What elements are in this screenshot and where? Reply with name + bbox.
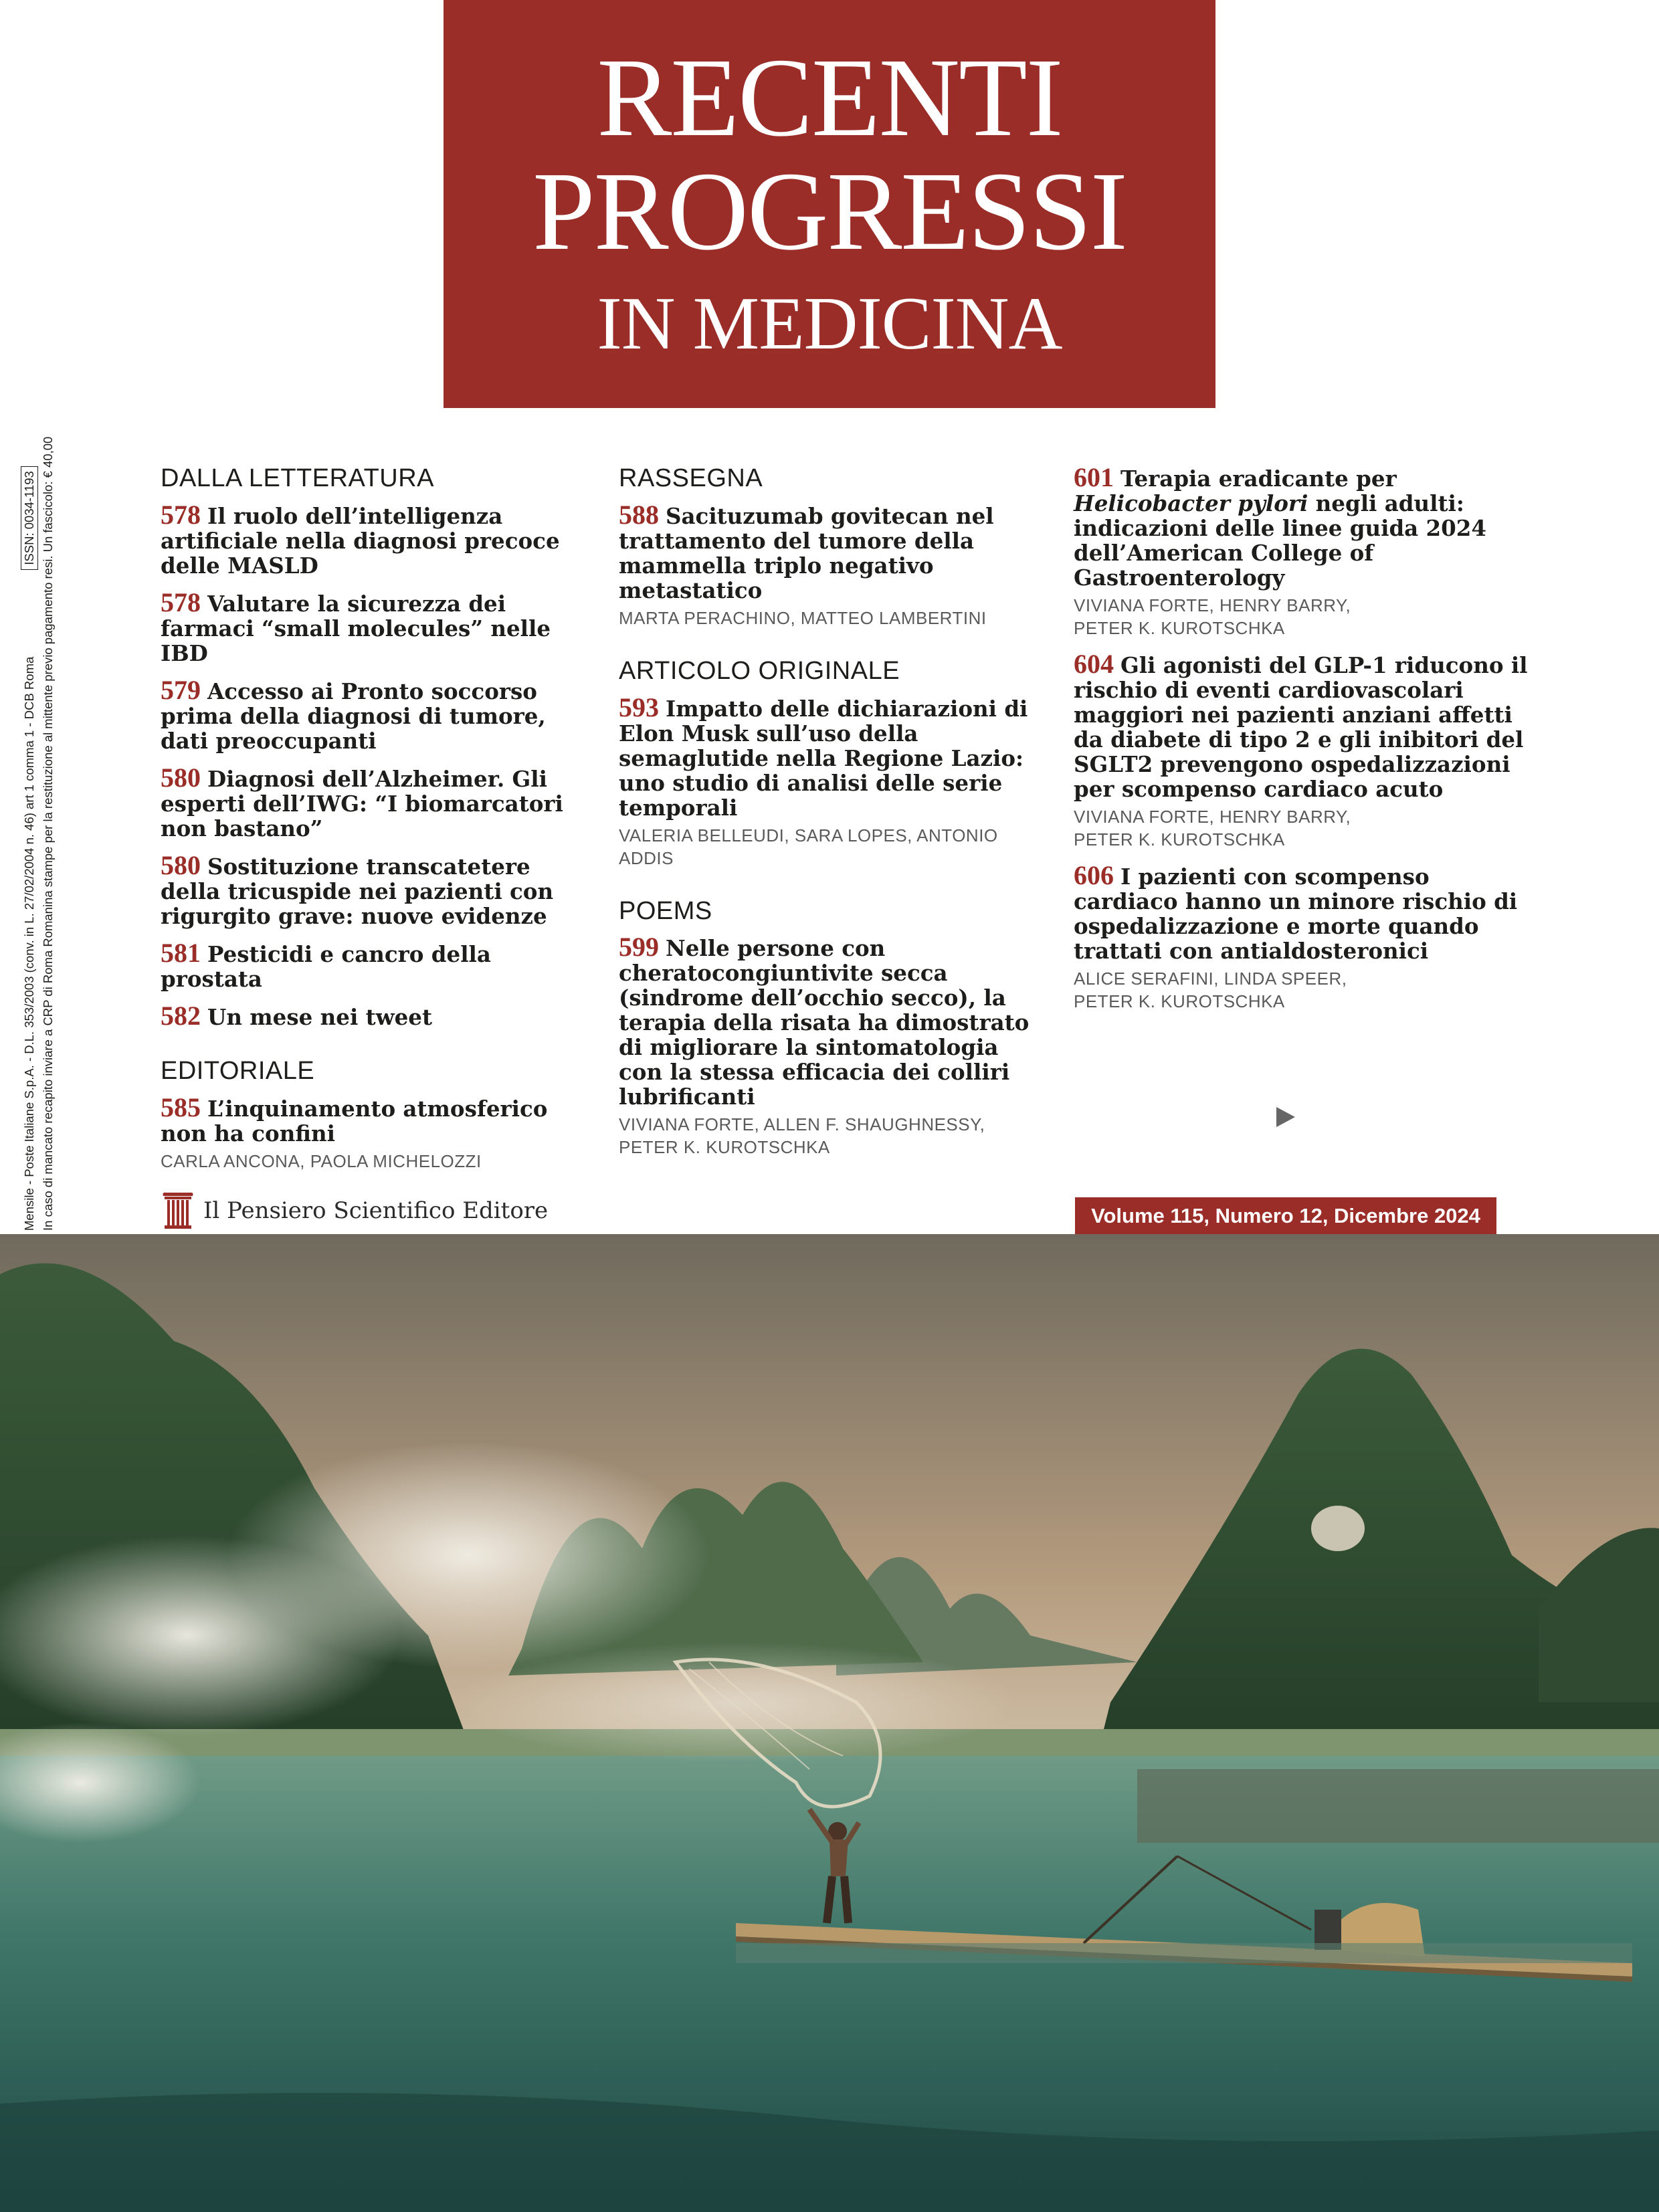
article-title-italic: Helicobacter pylori — [1074, 490, 1308, 516]
article-authors: VIVIANA FORTE, ALLEN F. SHAUGHNESSY, — [619, 1114, 985, 1135]
article-title: Sacituzumab govitecan nel trattamento del tumore della mammella triplo negativo metastatico — [619, 502, 994, 603]
page-number: 585 — [161, 1092, 201, 1122]
article-authors: VIVIANA FORTE, HENRY BARRY, — [1074, 807, 1351, 827]
publisher — [161, 1187, 548, 1234]
article-title: Nelle persone con cheratocongiuntivite secca (sindrome dell’occhio secco), la terapia della risata ha dimostrato di migliorare la sintomatologia con la stessa efficacia dei colliri lubrificanti — [619, 935, 1030, 1110]
article-title-part: negli adulti: indicazioni delle linee guida 2024 dell’American College of Gastroenterology — [1074, 490, 1486, 591]
toc-item[interactable] — [161, 674, 589, 754]
postal-sidebar-text — [20, 408, 60, 1231]
issn-box: ISSN: 0034-1193 — [21, 466, 38, 570]
postal-line-2: In caso di mancato recapito inviare a CRP di Roma Romanina stampe per la restituzione al mittente previo pagamento resi. Un fascicolo: € 40,00 — [41, 436, 55, 1231]
toc-item[interactable] — [161, 849, 589, 929]
article-authors: VIVIANA FORTE, HENRY BARRY, — [1074, 595, 1351, 615]
postal-line-1: Mensile - Poste Italiane S.p.A. - D.L. 353/2003 (conv. in L. 27/02/2004 n. 46) art 1 comma 1 - DCB Roma — [22, 656, 36, 1231]
toc-column-1 — [161, 465, 589, 1185]
toc-item[interactable] — [619, 934, 1047, 1159]
article-title: Gli agonisti del GLP-1 riducono il rischio di eventi cardiovascolari maggiori nei pazienti anziani affetti da diabete di tipo 2 e gli inibitori del SGLT2 prevengono ospedalizzazioni per scompenso cardiaco acuto — [1074, 652, 1528, 802]
toc-item[interactable] — [161, 499, 589, 579]
article-title: Accesso ai Pronto soccorso prima della diagnosi di tumore, dati preoccupanti — [161, 678, 546, 754]
page-number: 606 — [1074, 860, 1114, 890]
section-rassegna: RASSEGNA — [619, 464, 763, 492]
toc-item[interactable] — [161, 1000, 589, 1031]
article-title: I pazienti con scompenso cardiaco hanno un minore rischio di ospedalizzazione e morte quando trattati con antialdosteronici — [1074, 864, 1518, 964]
masthead-title-progressi: PROGRESSI — [532, 149, 1127, 274]
postal-sidebar — [20, 408, 60, 1231]
toc-item[interactable] — [161, 1092, 589, 1173]
masthead — [444, 0, 1215, 408]
toc-item[interactable] — [161, 587, 589, 666]
article-authors: CARLA ANCONA, PAOLA MICHELOZZI — [161, 1150, 482, 1171]
toc-item[interactable] — [161, 762, 589, 841]
toc-item[interactable] — [619, 499, 1047, 629]
article-authors: PETER K. KUROTSCHKA — [1074, 991, 1285, 1011]
masthead-title-recenti: RECENTI — [597, 35, 1062, 160]
page-number: 578 — [161, 587, 201, 617]
article-authors: VALERIA BELLEUDI, SARA LOPES, ANTONIO ADDIS — [619, 825, 998, 868]
page-number: 579 — [161, 674, 201, 705]
section-poems: POEMS — [619, 896, 712, 925]
masthead-title-in-medicina: IN MEDICINA — [597, 282, 1062, 365]
toc-item[interactable] — [1074, 860, 1529, 1013]
article-title: Un mese nei tweet — [207, 1003, 432, 1030]
section-articolo-originale: ARTICOLO ORIGINALE — [619, 656, 900, 685]
toc-item[interactable] — [161, 937, 589, 992]
section-editoriale: EDITORIALE — [161, 1056, 315, 1085]
page-number: 580 — [161, 849, 201, 880]
article-title: Diagnosi dell’Alzheimer. Gli esperti dell’IWG: “I biomarcatori non bastano” — [161, 765, 563, 841]
page-number: 599 — [619, 932, 659, 963]
article-authors: MARTA PERACHINO, MATTEO LAMBERTINI — [619, 607, 987, 628]
toc-item[interactable] — [619, 692, 1047, 870]
page-number: 593 — [619, 692, 659, 722]
article-title: Il ruolo dell’intelligenza artificiale nella diagnosi precoce delle MASLD — [161, 502, 560, 579]
article-authors: PETER K. KUROTSCHKA — [1074, 829, 1285, 849]
toc-item[interactable] — [1074, 462, 1529, 639]
article-authors: PETER K. KUROTSCHKA — [1074, 618, 1285, 638]
page-number: 588 — [619, 499, 659, 530]
page-number: 604 — [1074, 649, 1114, 679]
cover-photo — [0, 1234, 1659, 2212]
toc-column-2 — [619, 465, 1047, 1171]
article-title: Impatto delle dichiarazioni di Elon Musk sull’uso della semaglutide nella Regione Lazio: uno studio di analisi delle serie temporali — [619, 695, 1028, 821]
article-title: Valutare la sicurezza dei farmaci “small molecules” nelle IBD — [161, 590, 551, 666]
page-number: 582 — [161, 1000, 201, 1031]
article-authors: ALICE SERAFINI, LINDA SPEER, — [1074, 969, 1347, 989]
volume-badge: Volume 115, Numero 12, Dicembre 2024 — [1075, 1197, 1496, 1235]
article-title-part: Terapia eradicante per — [1120, 466, 1397, 492]
article-title: Sostituzione transcatetere della tricuspide nei pazienti con rigurgito grave: nuove evidenze — [161, 853, 554, 929]
article-title: Pesticidi e cancro della prostata — [161, 940, 491, 992]
toc-item[interactable] — [1074, 651, 1529, 851]
page-number: 580 — [161, 762, 201, 793]
section-dalla-letteratura: DALLA LETTERATURA — [161, 464, 435, 492]
article-title: L’inquinamento atmosferico non ha confini — [161, 1095, 548, 1146]
publisher-name: Il Pensiero Scientifico Editore — [203, 1197, 549, 1224]
page-number: 601 — [1074, 462, 1114, 492]
page-number: 578 — [161, 499, 201, 530]
column-logo-icon — [161, 1191, 195, 1231]
toc-column-3 — [1074, 462, 1529, 1025]
next-arrow-icon[interactable] — [1276, 1107, 1295, 1127]
page-number: 581 — [161, 937, 201, 968]
article-authors: PETER K. KUROTSCHKA — [619, 1137, 830, 1158]
